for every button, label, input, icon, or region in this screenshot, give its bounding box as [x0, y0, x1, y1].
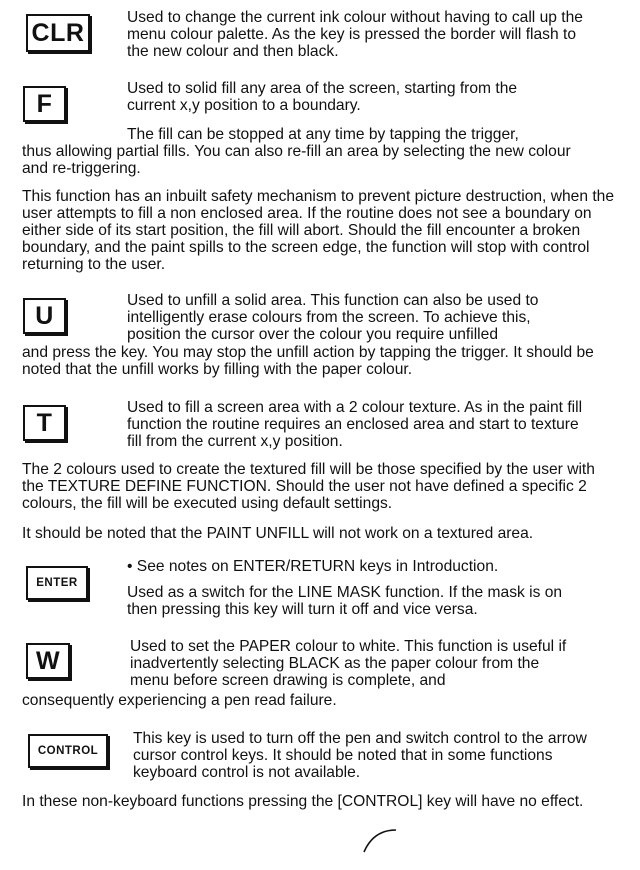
clr-description: Used to change the current ink colour without having to call up the menu colour palette. As the key is pressed the border will flash to the new colour and then black.: [127, 9, 583, 60]
t-description: Used to fill a screen area with a 2 colour texture. As in the paint fill function the routine requires an enclosed area and start to texture fill from the current x,y position.: [127, 399, 583, 450]
w-continuation: consequently experiencing a pen read failure.: [22, 692, 337, 709]
w-key-label: W: [35, 646, 61, 675]
f-continuation: thus allowing partial fills. You can also re-fill an area by selecting the new colour and re-triggering.: [22, 143, 571, 177]
enter-key-label: ENTER: [36, 577, 78, 589]
t-texture-paragraph: The 2 colours used to create the textured fill will be those specified by the user with the TEXTURE DEFINE FUNCTION. Should the user not have defined a specific 2 colours, the fill will be executed using default settings.: [22, 461, 595, 512]
u-key-icon: [23, 298, 66, 334]
control-continuation: In these non-keyboard functions pressing the [CONTROL] key will have no effect.: [22, 793, 584, 810]
u-key-label: U: [35, 301, 54, 330]
u-continuation: and press the key. You may stop the unfill action by tapping the trigger. It should be noted that the unfill works by filling with the paper colour.: [22, 344, 594, 378]
control-description: This key is used to turn off the pen and switch control to the arrow cursor control keys. It should be noted that in some functions keyboard control is not available.: [133, 730, 587, 781]
t-key-icon: [23, 405, 66, 441]
w-description: Used to set the PAPER colour to white. This function is useful if inadvertently selecting BLACK as the paper colour from the menu before screen drawing is complete, and: [130, 638, 567, 689]
t-key-label: T: [36, 408, 53, 437]
u-description: Used to unfill a solid area. This function can also be used to intelligently erase colours from the screen. To achieve this, position the cursor over the colour you require unfilled: [127, 292, 539, 343]
control-key-label: CONTROL: [37, 745, 99, 757]
f-safety-paragraph: This function has an inbuilt safety mechanism to prevent picture destruction, when the user attempts to fill a non enclosed area. If the routine does not see a boundary on either side of its start position, the fill will abort. Should the fill encounter a broken boundary, and the paint spills to the screen edge, the function will stop with control returning to the user.: [22, 188, 615, 273]
clr-key-label: CLR: [31, 18, 85, 47]
f-description: Used to solid fill any area of the screen, starting from the current x,y position to a boundary.: [127, 80, 518, 114]
f-continuation-indent: The fill can be stopped at any time by tapping the trigger,: [127, 126, 519, 143]
pen-scribble-icon: [358, 826, 408, 856]
control-key-icon: [28, 734, 108, 768]
w-key-icon: [26, 643, 70, 679]
clr-key-icon: [26, 14, 90, 52]
f-key-label: F: [36, 89, 53, 118]
enter-note: • See notes on ENTER/RETURN keys in Introduction.: [127, 558, 499, 575]
t-unfill-note: It should be noted that the PAINT UNFILL will not work on a textured area.: [22, 525, 534, 542]
f-key-icon: [23, 86, 66, 122]
enter-description: Used as a switch for the LINE MASK function. If the mask is on then pressing this key will turn it off and vice versa.: [127, 584, 563, 618]
enter-key-icon: [26, 566, 88, 600]
